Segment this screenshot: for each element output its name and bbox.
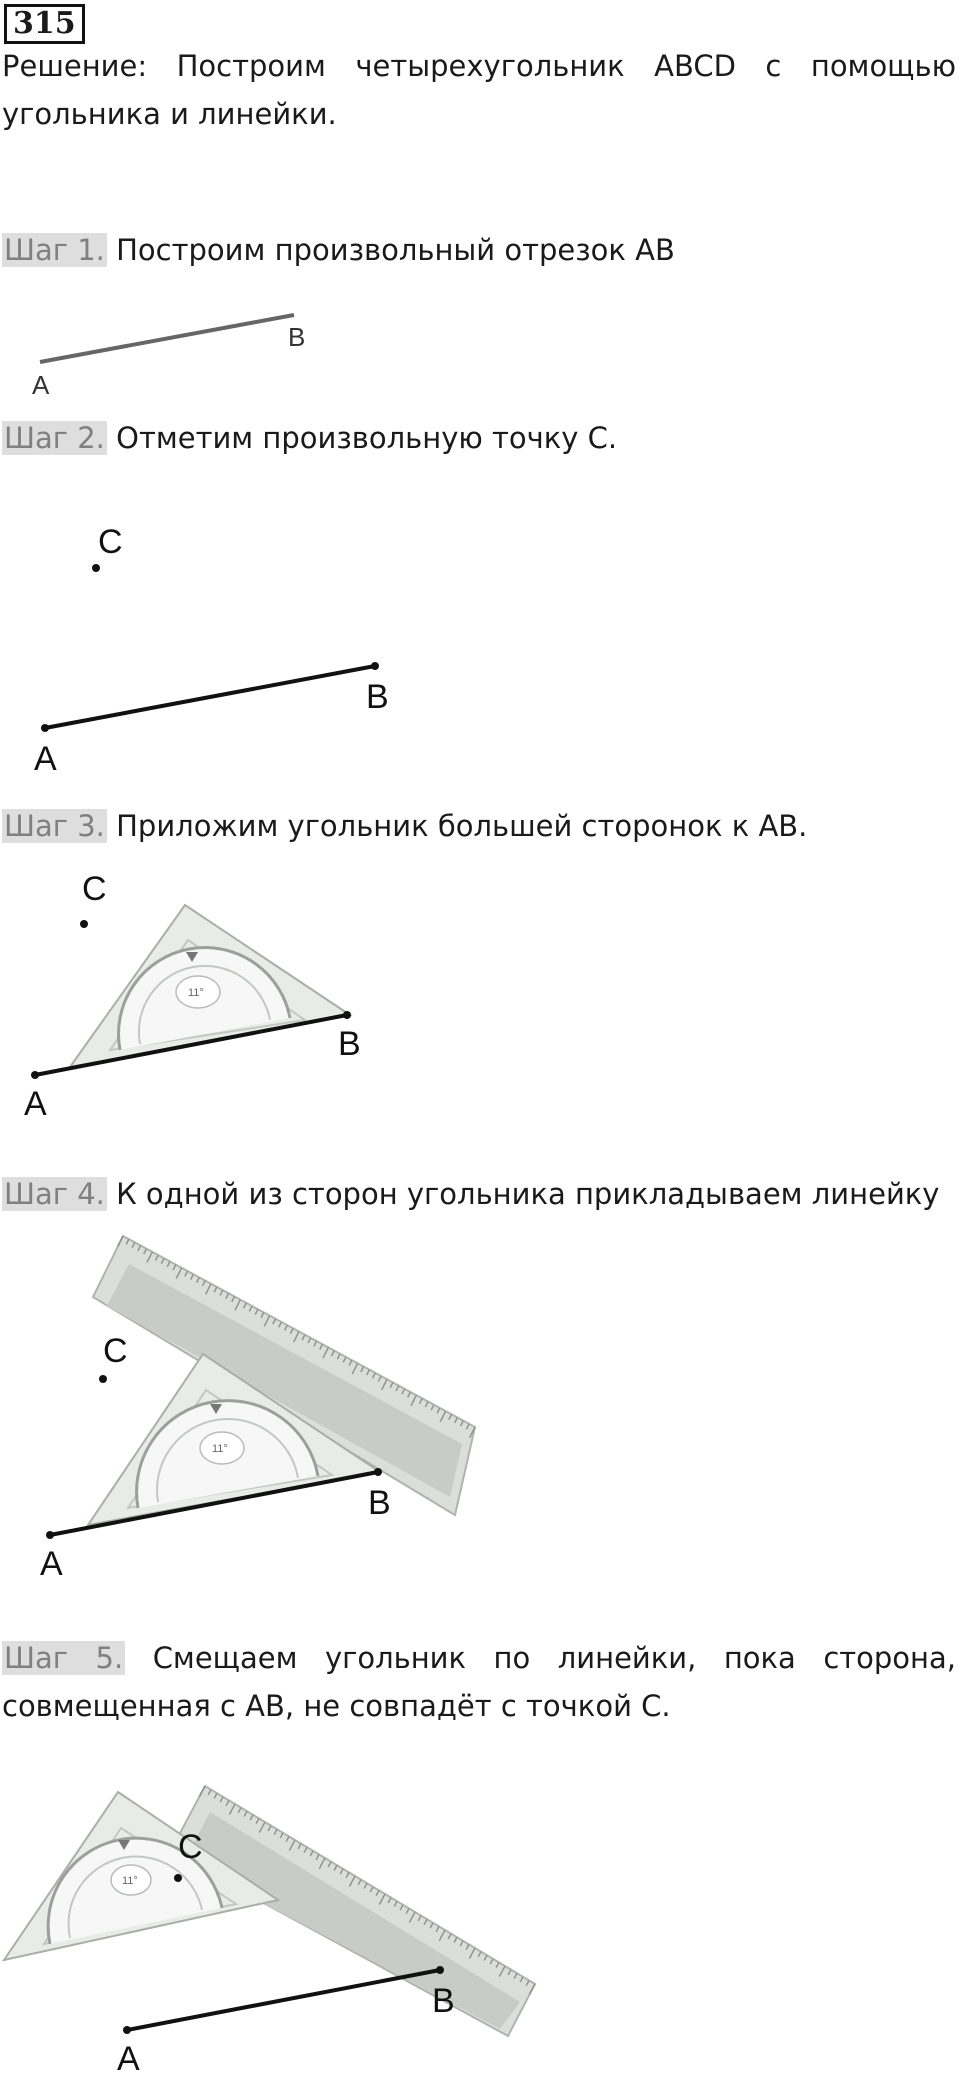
point-a <box>123 2026 131 2034</box>
step-4-figure <box>0 1232 960 1592</box>
intro-text: Решение: Построим четырехугольник ABCD с помощью угольника и линейки. <box>2 49 956 131</box>
point-a <box>41 724 49 732</box>
step-1-text: Построим произвольный отрезок AB <box>116 233 675 267</box>
label-a: A <box>117 2040 140 2075</box>
step-5-figure <box>0 1740 960 2075</box>
point-c <box>80 920 88 928</box>
step-3-figure <box>0 870 960 1130</box>
label-c: C <box>82 870 107 908</box>
point-c <box>174 1874 182 1882</box>
label-a: A <box>34 740 57 778</box>
step-1-figure <box>0 300 960 410</box>
step-1-tag: Шаг 1. <box>4 233 105 267</box>
point-b <box>374 1468 382 1476</box>
point-c <box>92 564 100 572</box>
step-2-figure <box>0 510 960 780</box>
step-1 <box>2 226 956 274</box>
step-5-tag: Шаг 5. <box>4 1641 124 1675</box>
step-3 <box>2 802 956 850</box>
point-a <box>31 1071 39 1079</box>
step-3-tag: Шаг 3. <box>4 809 105 843</box>
point-b <box>371 662 379 670</box>
label-b: B <box>432 1982 455 2020</box>
protractor-angle: 11° <box>212 1443 228 1455</box>
step-3-text: Приложим угольник большей сторонок к AB. <box>116 809 808 843</box>
label-c: C <box>103 1332 128 1370</box>
step-2-text: Отметим произвольную точку С. <box>116 421 618 455</box>
point-c <box>99 1375 107 1383</box>
label-b: B <box>338 1025 361 1063</box>
protractor-angle: 11° <box>122 1875 138 1887</box>
segment-ab <box>40 315 294 362</box>
point-b <box>436 1966 444 1974</box>
label-c: C <box>98 523 123 561</box>
protractor-angle: 11° <box>188 987 204 999</box>
step-4-tag: Шаг 4. <box>4 1177 105 1211</box>
step-4-text: К одной из сторон угольника прикладываем линейку <box>116 1177 940 1211</box>
point-a <box>46 1531 54 1539</box>
label-b: B <box>368 1484 391 1522</box>
step-4 <box>2 1170 956 1218</box>
label-a: A <box>32 370 50 400</box>
label-c: C <box>178 1828 203 1866</box>
problem-number: 315 <box>4 4 85 44</box>
label-a: A <box>24 1085 47 1123</box>
step-5-text: Смещаем угольник по линейки, пока сторона, совмещенная с AB, не совпадёт с точкой С. <box>2 1641 957 1723</box>
segment-ab <box>127 1970 440 2030</box>
segment-ab <box>45 666 375 728</box>
step-2-tag: Шаг 2. <box>4 421 105 455</box>
point-b <box>343 1011 351 1019</box>
step-5 <box>2 1634 956 1730</box>
step-2 <box>2 414 956 462</box>
label-a: A <box>40 1545 63 1583</box>
label-b: B <box>366 678 389 716</box>
label-b: B <box>288 322 306 352</box>
